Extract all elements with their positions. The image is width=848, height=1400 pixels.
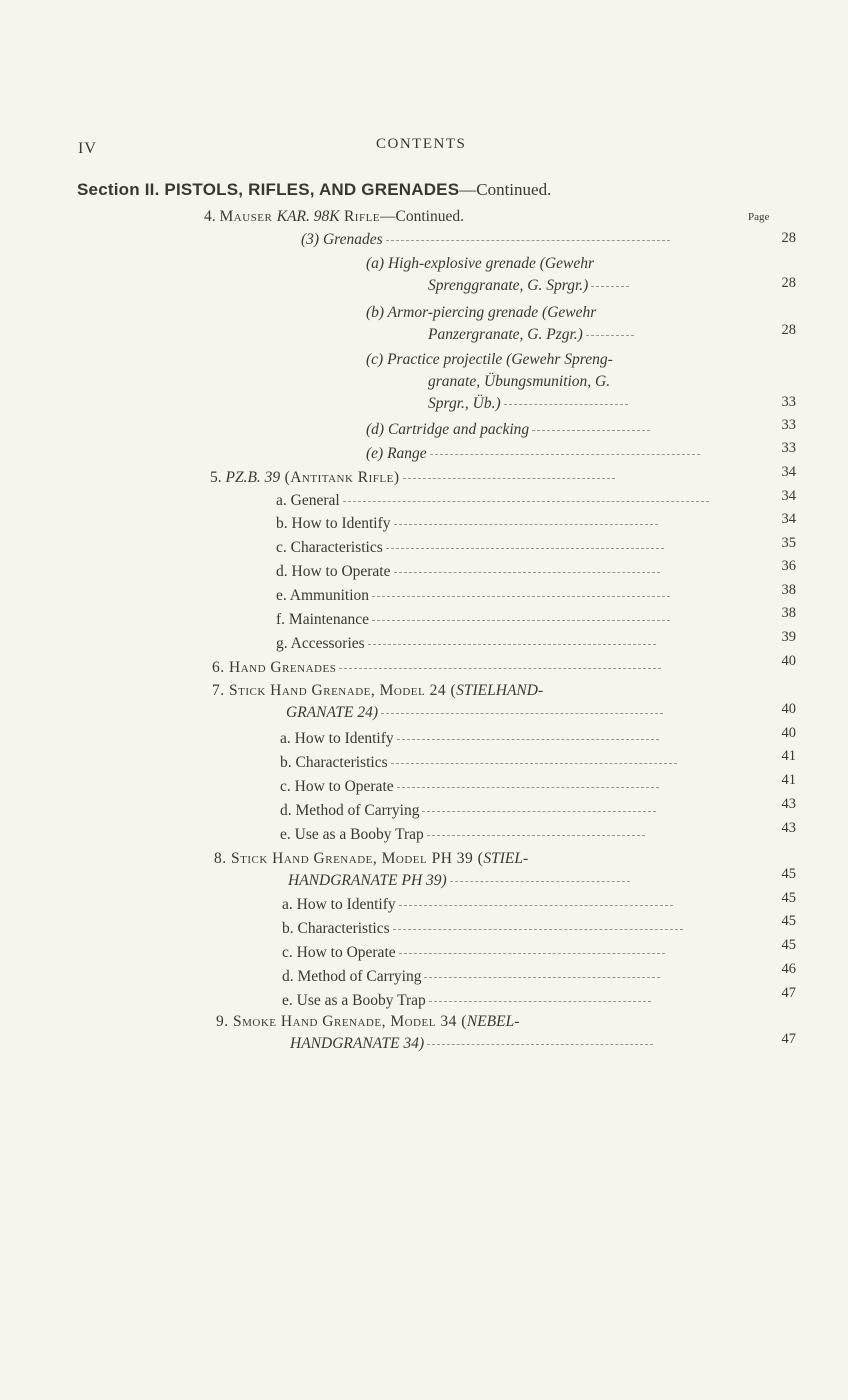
toc-entry [276, 513, 658, 535]
entry-title-italic: NEBEL- [466, 1013, 520, 1030]
section-heading [77, 180, 551, 200]
toc-entry [366, 253, 629, 297]
entry-title: b. Characteristics [282, 920, 390, 937]
entry-title: (d) Cartridge and packing [366, 421, 530, 438]
toc-entry [280, 752, 677, 774]
entry-title: b. How to Identify [276, 515, 391, 532]
toc-entry [210, 467, 615, 489]
dot-leader [427, 834, 645, 836]
dot-leader [532, 429, 650, 431]
entry-page: 28 [781, 230, 796, 246]
entry-title: e. Use as a Booby Trap [280, 826, 424, 843]
entry-title: a. How to Identify [282, 896, 396, 913]
entry-title-italic: STIEL- [483, 850, 529, 867]
entry-title: (e) Range [366, 445, 427, 462]
entry-title-continued: GRANATE 24) [286, 704, 378, 721]
entry-page: 34 [781, 488, 796, 504]
entry-page: 45 [781, 913, 796, 929]
entry-title-continued: Sprenggranate, G. Sprgr.) [428, 277, 589, 294]
toc-entry [280, 776, 659, 798]
entry-title-continued: granate, Übungsmunition, G. [428, 373, 611, 390]
dot-leader [399, 952, 665, 954]
dot-leader [391, 762, 677, 764]
toc-entry [280, 800, 656, 822]
dot-leader [424, 976, 660, 978]
toc-entry [280, 824, 645, 846]
dot-leader [372, 595, 670, 597]
entry-page: 45 [781, 890, 796, 906]
toc-entry [204, 206, 464, 228]
entry-title-italic: PZ.B. 39 [225, 469, 281, 486]
dot-leader [394, 523, 658, 525]
dot-leader [386, 547, 664, 549]
entry-page: 38 [781, 605, 796, 621]
entry-page: 28 [781, 275, 796, 291]
entry-title: e. Ammunition [276, 587, 369, 604]
entry-page: 40 [781, 725, 796, 741]
toc-entry [276, 561, 660, 583]
entry-title: c. How to Operate [282, 944, 396, 961]
entry-page: 43 [781, 820, 796, 836]
toc-entry [366, 302, 634, 346]
entry-title-italic: STIELHAND- [456, 682, 544, 699]
dot-leader [450, 880, 630, 882]
entry-title: e. Use as a Booby Trap [282, 992, 426, 1009]
entry-title: d. How to Operate [276, 563, 391, 580]
dot-leader [372, 619, 670, 621]
dot-leader [399, 904, 673, 906]
section-continued: —Continued. [459, 180, 552, 199]
entry-title: 8. Stick Hand Grenade, Model PH 39 ( [214, 850, 484, 867]
toc-entry [214, 848, 630, 892]
toc-entry [276, 609, 670, 631]
toc-entry [282, 966, 660, 988]
entry-title-continued: HANDGRANATE PH 39) [288, 872, 447, 889]
entry-page: 34 [781, 511, 796, 527]
entry-page: 41 [781, 772, 796, 788]
entry-title: (b) Armor-piercing grenade (Gewehr [366, 304, 597, 321]
entry-title: Mauser [219, 208, 277, 225]
entry-page: 39 [781, 629, 796, 645]
entry-page: 40 [781, 653, 796, 669]
entry-page: 40 [781, 701, 796, 717]
entry-number: 5. [210, 469, 226, 486]
entry-page: 33 [781, 440, 796, 456]
entry-page: 28 [781, 322, 796, 338]
page-number: IV [78, 140, 97, 157]
entry-page: 43 [781, 796, 796, 812]
entry-title-continued: Panzergranate, G. Pzgr.) [428, 326, 583, 343]
toc-entry [282, 894, 673, 916]
toc-entry [276, 537, 664, 559]
toc-entry [282, 942, 665, 964]
entry-page: 38 [781, 582, 796, 598]
entry-title: c. Characteristics [276, 539, 383, 556]
dot-leader [422, 810, 656, 812]
entry-page: 45 [781, 866, 796, 882]
entry-title: 7. Stick Hand Grenade, Model 24 ( [212, 682, 457, 699]
entry-title-italic: KAR. 98K [276, 208, 340, 225]
entry-title: (c) Practice projectile (Gewehr Spreng- [366, 351, 613, 368]
entry-title: d. Method of Carrying [282, 968, 422, 985]
entry-page: 47 [781, 985, 796, 1001]
entry-title: a. General [276, 492, 340, 509]
entry-title: b. Characteristics [280, 754, 388, 771]
entry-title: f. Maintenance [276, 611, 369, 628]
entry-title: c. How to Operate [280, 778, 394, 795]
dot-leader [394, 571, 660, 573]
dot-leader [397, 786, 659, 788]
dot-leader [586, 334, 634, 336]
dot-leader [429, 1000, 651, 1002]
toc-entry [280, 728, 659, 750]
toc-entry [366, 443, 700, 465]
entry-title: Rifle [339, 208, 381, 225]
toc-entry [282, 918, 683, 940]
toc-entry [276, 490, 709, 512]
page-column-label: Page [748, 211, 770, 223]
entry-title: (a) High-explosive grenade (Gewehr [366, 255, 594, 272]
dot-leader [430, 453, 700, 455]
dot-leader [403, 477, 615, 479]
toc-entry [366, 349, 628, 415]
toc-entry [212, 680, 663, 724]
entry-page: 47 [781, 1031, 796, 1047]
entry-number: 4. [204, 208, 220, 225]
dot-leader [339, 667, 661, 669]
dot-leader [591, 285, 629, 287]
toc-entry [212, 657, 661, 679]
entry-title: (Antitank Rifle) [280, 469, 400, 486]
entry-page: 45 [781, 937, 796, 953]
entry-title: d. Method of Carrying [280, 802, 420, 819]
entry-page: 33 [781, 417, 796, 433]
entry-title: a. How to Identify [280, 730, 394, 747]
dot-leader [504, 403, 628, 405]
dot-leader [427, 1043, 653, 1045]
entry-title: 9. Smoke Hand Grenade, Model 34 ( [216, 1013, 467, 1030]
entry-continued: —Continued. [380, 208, 464, 225]
entry-page: 41 [781, 748, 796, 764]
dot-leader [393, 928, 683, 930]
entry-title: 6. Hand Grenades [212, 659, 337, 676]
entry-page: 34 [781, 464, 796, 480]
entry-title-continued: HANDGRANATE 34) [290, 1035, 425, 1052]
running-head: CONTENTS [376, 136, 467, 152]
entry-page: 36 [781, 558, 796, 574]
entry-page: 33 [781, 394, 796, 410]
toc-entry [282, 990, 651, 1012]
entry-page: 46 [781, 961, 796, 977]
entry-title: g. Accessories [276, 635, 365, 652]
toc-entry [301, 229, 670, 251]
entry-title-continued: Sprgr., Üb.) [428, 395, 501, 412]
dot-leader [343, 500, 709, 502]
dot-leader [386, 239, 670, 241]
entry-title: (3) Grenades [301, 231, 383, 248]
dot-leader [368, 643, 656, 645]
toc-entry [276, 633, 656, 655]
dot-leader [381, 712, 663, 714]
toc-entry [366, 419, 650, 441]
entry-page: 35 [781, 535, 796, 551]
toc-entry [216, 1011, 653, 1055]
toc-entry [276, 585, 670, 607]
dot-leader [397, 738, 659, 740]
section-title: Section II. PISTOLS, RIFLES, AND GRENADES [77, 180, 460, 199]
